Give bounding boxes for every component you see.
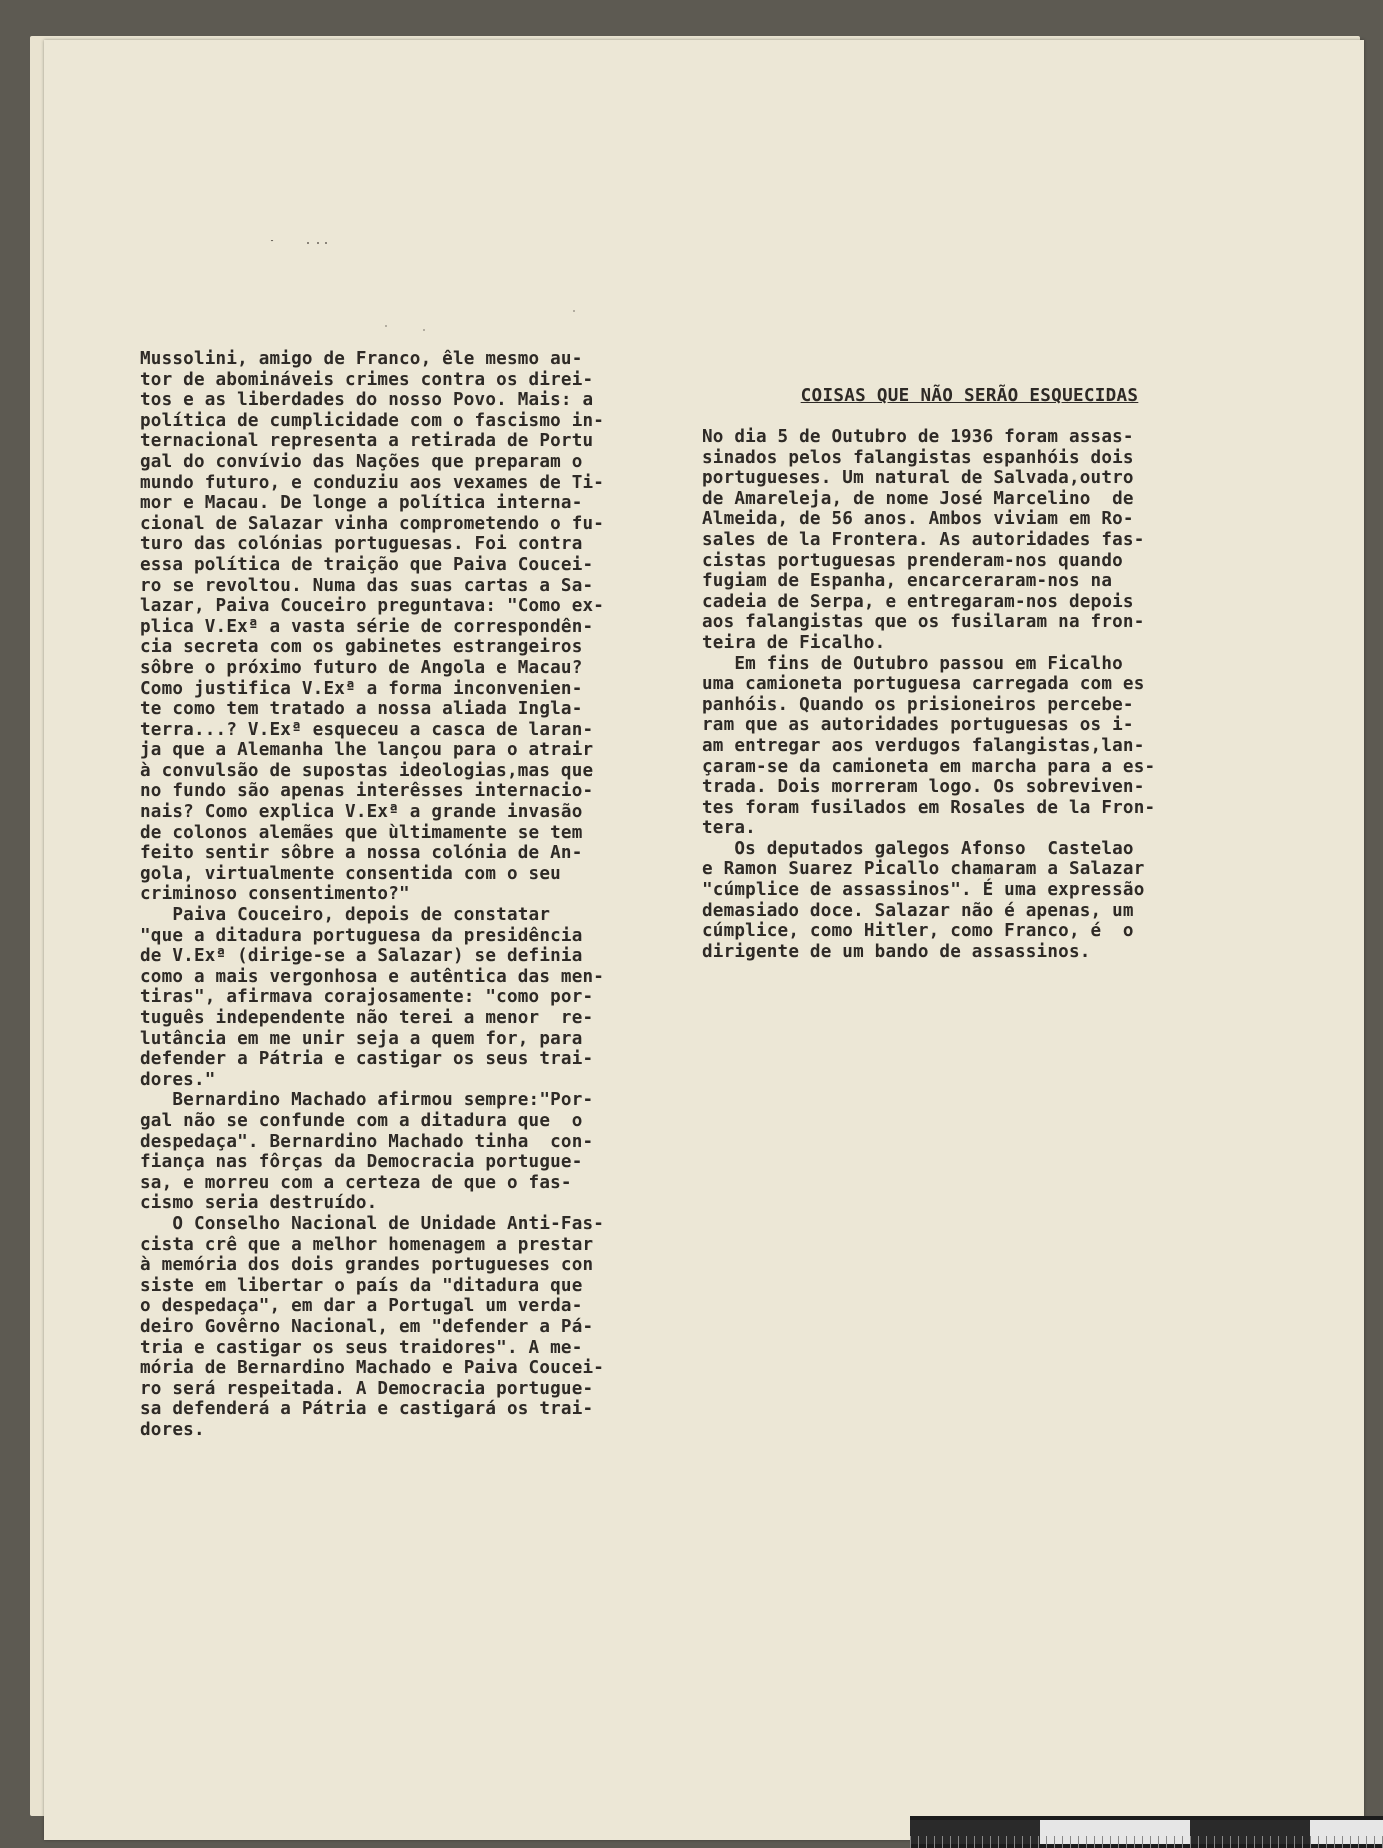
left-column-line: como a mais vergonhosa e autêntica das men- [140, 966, 605, 987]
left-column-line: Paiva Couceiro, depois de constatar [140, 905, 551, 926]
left-column-line: o despedaça", em dar a Portugal um verda- [140, 1296, 583, 1317]
left-column-line: lutância em me unir seja a quem for, para [140, 1028, 583, 1049]
right-column-line: teira de Ficalho. [702, 632, 886, 653]
left-column-line: lazar, Paiva Couceiro preguntava: "Como ex- [140, 596, 605, 617]
left-column-line: mor e Macau. De longe a política interna- [140, 493, 583, 514]
right-column-line: uma camioneta portuguesa carregada com es [702, 674, 1145, 695]
right-column-line: trada. Dois morreram logo. Os sobreviven- [702, 777, 1145, 798]
left-column-line: de V.Exª (dirige-se a Salazar) se definia [140, 946, 583, 967]
left-column [140, 349, 724, 1440]
left-column-line: sa, e morreu com a certeza de que o fas- [140, 1172, 572, 1193]
right-column-line: cadeia de Serpa, e entregaram-nos depois [702, 591, 1134, 612]
left-column-line: siste em libertar o país da "ditadura que [140, 1275, 583, 1296]
left-column-line: criminoso consentimento?" [140, 884, 410, 905]
right-column-line: de Amareleja, de nome José Marcelino de [702, 488, 1134, 509]
right-column-line: aos falangistas que os fusilaram na fron- [702, 612, 1145, 633]
right-column-line: cistas portuguesas prenderam-nos quando [702, 550, 1123, 571]
right-column-line: fugiam de Espanha, encarceraram-nos na [702, 571, 1113, 592]
right-column-line: No dia 5 de Outubro de 1936 foram assas- [702, 427, 1134, 447]
left-column-line: ro se revoltou. Numa das suas cartas a Sa- [140, 575, 594, 596]
left-column-line: tuguês independente não terei a menor re- [140, 1008, 594, 1028]
left-column-line: feito sentir sôbre a nossa colónia de An- [140, 843, 583, 864]
left-column-line: essa política de traição que Paiva Coucei- [140, 554, 594, 575]
right-column [702, 427, 1237, 962]
left-column-line: à convulsão de supostas ideologias,mas que [140, 760, 594, 781]
left-column-line: tiras", afirmava corajosamente: "como por- [140, 987, 594, 1008]
left-column-line: Como justifica V.Exª a forma inconvenien- [140, 678, 583, 699]
left-column-line: turo das colónias portuguesas. Foi contra [140, 534, 583, 555]
left-column-line: ternacional representa a retirada de Portu [140, 431, 594, 452]
left-column-line: ja que a Alemanha lhe lançou para o atrair [140, 740, 594, 761]
color-scale-ruler [910, 1816, 1383, 1848]
right-column-line: sales de la Frontera. As autoridades fas- [702, 529, 1145, 550]
left-column-line: no fundo são apenas interêsses internacio- [140, 781, 594, 802]
left-column-line: tos e as liberdades do nosso Povo. Mais: a [140, 390, 594, 411]
document-page [44, 40, 1364, 1840]
right-column-line: tes foram fusilados em Rosales de la Fron- [702, 797, 1156, 818]
left-column-line: ro será respeitada. A Democracia portugue- [140, 1378, 594, 1399]
left-column-line: nais? Como explica V.Exª a grande invasão [140, 802, 583, 823]
left-column-line: fiança nas fôrças da Democracia portugue- [140, 1152, 583, 1173]
left-column-line: dores." [140, 1069, 216, 1090]
left-column-line: Bernardino Machado afirmou sempre:"Por- [140, 1090, 594, 1111]
left-column-line: O Conselho Nacional de Unidade Anti-Fas- [140, 1213, 605, 1234]
left-column-line: sôbre o próximo futuro de Angola e Macau? [140, 657, 583, 678]
right-column-line: am entregar aos verdugos falangistas,lan- [702, 735, 1145, 756]
left-column-line: cista crê que a melhor homenagem a prestar [140, 1234, 594, 1255]
right-column-line: "cúmplice de assassinos". É uma expressão [702, 880, 1145, 901]
left-column-line: cional de Salazar vinha comprometendo o fu- [140, 513, 605, 534]
right-column-line: tera. [702, 818, 756, 839]
right-column-line: Em fins de Outubro passou em Ficalho [702, 653, 1123, 674]
right-column-line: panhóis. Quando os prisioneiros percebe- [702, 694, 1134, 715]
left-column-line: dores. [140, 1419, 205, 1440]
right-column-line: portugueses. Um natural de Salvada,outro [702, 468, 1134, 489]
right-column-line: e Ramon Suarez Picallo chamaram a Salazar [702, 859, 1145, 880]
left-column-line: mundo futuro, e conduziu aos vexames de Ti- [140, 472, 605, 493]
left-column-line: gal do convívio das Nações que preparam o [140, 451, 583, 472]
right-column-line: ram que as autoridades portuguesas os i- [702, 715, 1134, 736]
left-column-line: mória de Bernardino Machado e Paiva Coucei- [140, 1358, 605, 1379]
left-column-line: Mussolini, amigo de Franco, êle mesmo au- [140, 349, 583, 369]
left-column-line: despedaça". Bernardino Machado tinha con- [140, 1131, 594, 1152]
left-column-line: à memória dos dois grandes portugueses con [140, 1255, 594, 1276]
right-column-line: dirigente de um bando de assassinos. [702, 941, 1091, 962]
left-column-line: plica V.Exª a vasta série de correspondên- [140, 616, 594, 637]
left-column-line: "que a ditadura portuguesa da presidência [140, 925, 583, 946]
right-column-line: cúmplice, como Hitler, como Franco, é o [702, 921, 1134, 942]
left-column-line: sa defenderá a Pátria e castigará os trai- [140, 1399, 594, 1420]
left-column-line: terra...? V.Exª esqueceu a casca de laran- [140, 719, 594, 740]
left-column-line: cismo seria destruído. [140, 1193, 378, 1214]
left-column-line: tor de abomináveis crimes contra os direi- [140, 369, 594, 390]
left-column-line: gal não se confunde com a ditadura que o [140, 1110, 583, 1131]
left-column-line: te como tem tratado a nossa aliada Ingla- [140, 699, 583, 720]
left-column-line: de colonos alemães que ùltimamente se tem [140, 822, 583, 843]
right-column-line: Almeida, de 56 anos. Ambos viviam em Ro- [702, 509, 1134, 530]
right-column-line: demasiado doce. Salazar não é apenas, um [702, 900, 1134, 921]
left-column-line: deiro Govêrno Nacional, em "defender a Pá- [140, 1316, 594, 1337]
left-column-line: cia secreta com os gabinetes estrangeiros [140, 637, 583, 658]
left-column-line: gola, virtualmente consentida com o seu [140, 863, 561, 884]
right-column-heading: COISAS QUE NÃO SERÃO ESQUECIDAS [800, 386, 1139, 406]
left-column-line: defender a Pátria e castigar os seus trai- [140, 1049, 594, 1070]
left-column-line: política de cumplicidade com o fascismo in- [140, 410, 605, 431]
right-column-line: sinados pelos falangistas espanhóis dois [702, 447, 1134, 468]
right-column-line: Os deputados galegos Afonso Castelao [702, 838, 1134, 859]
left-column-line: tria e castigar os seus traidores". A me- [140, 1337, 583, 1358]
right-column-line: çaram-se da camioneta em marcha para a es- [702, 756, 1156, 777]
